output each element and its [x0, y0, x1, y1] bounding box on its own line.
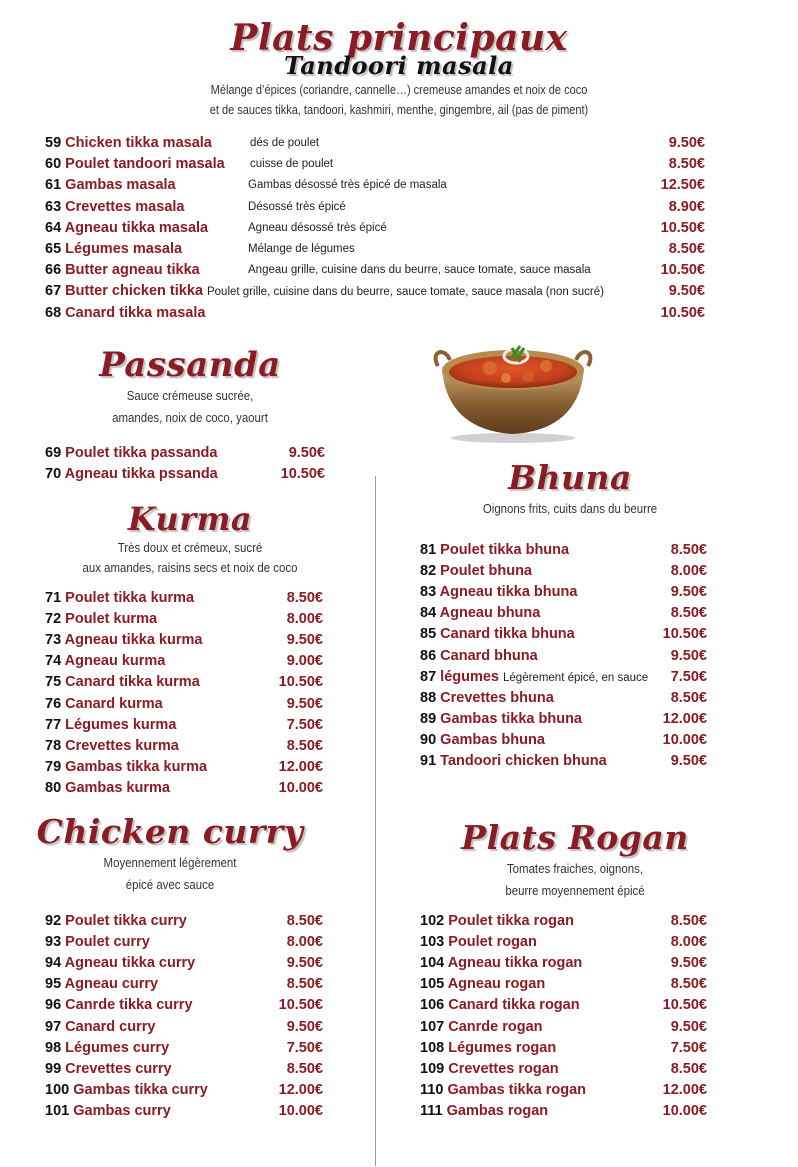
item-price: 8.00€ — [286, 934, 323, 951]
chicken-curry-desc-1: Moyennement légèrement — [103, 855, 237, 870]
menu-item — [45, 260, 705, 281]
menu-item — [420, 995, 707, 1016]
rogan-title: Plats Rogan — [461, 818, 689, 857]
item-description: Gambas désossé très épicé de masala — [248, 179, 447, 192]
menu-item — [420, 751, 707, 772]
item-number: 75 — [45, 674, 62, 691]
item-number: 106 — [420, 997, 445, 1014]
item-name: Poulet rogan — [448, 934, 537, 951]
item-price: 8.50€ — [668, 156, 705, 173]
menu-item — [45, 672, 323, 693]
menu-item — [45, 630, 323, 651]
item-number: 74 — [45, 653, 62, 670]
menu-item — [45, 995, 323, 1016]
menu-item — [45, 757, 323, 778]
header-desc-1: Mélange d’épices (coriandre, cannelle…) cremeuse amandes et noix de coco — [210, 83, 588, 97]
item-number: 69 — [45, 445, 62, 461]
item-name: Canard bhuna — [440, 647, 538, 664]
menu-item — [45, 1038, 323, 1059]
item-price: 12.00€ — [278, 1081, 323, 1098]
menu-item — [45, 609, 323, 630]
menu-item — [45, 218, 705, 239]
item-number: 95 — [45, 976, 62, 993]
item-price: 12.50€ — [660, 177, 705, 194]
item-price: 8.50€ — [286, 590, 323, 606]
item-price: 10.50€ — [278, 674, 323, 691]
item-description: cuisse de poulet — [250, 158, 334, 171]
item-number: 68 — [45, 304, 62, 321]
item-price: 8.50€ — [670, 605, 707, 622]
item-name: Agneau tikka kurma — [64, 632, 203, 649]
chicken-curry-header — [30, 812, 310, 896]
item-name: Agneau bhuna — [439, 605, 541, 622]
item-price: 10.50€ — [280, 466, 325, 483]
item-name: Canrde tikka curry — [65, 997, 193, 1014]
item-number: 63 — [45, 198, 62, 215]
menu-item — [420, 1017, 707, 1038]
item-price: 8.50€ — [670, 913, 707, 929]
item-name: Butter chicken tikka — [65, 283, 203, 300]
menu-item — [45, 1080, 323, 1101]
item-name: Crevettes rogan — [448, 1060, 559, 1077]
rogan-header — [420, 818, 730, 902]
bhuna-desc-1: Oignons frits, cuits dans du beurre — [482, 501, 658, 516]
item-number: 89 — [420, 710, 437, 727]
item-name: Poulet tikka rogan — [448, 913, 574, 929]
menu-item — [420, 709, 707, 730]
item-number: 104 — [420, 955, 445, 972]
item-name: Crevettes kurma — [65, 737, 179, 754]
item-name: Crevettes masala — [65, 198, 185, 215]
item-name: Crevettes curry — [65, 1060, 172, 1077]
item-price: 9.50€ — [670, 753, 707, 769]
item-price: 9.50€ — [286, 955, 323, 972]
item-number: 72 — [45, 611, 62, 628]
header-desc-2: et de sauces tikka, tandoori, kashmiri, menthe, gingembre, ail (pas de piment) — [209, 103, 589, 117]
menu-item — [45, 1059, 323, 1080]
item-number: 105 — [420, 976, 445, 993]
item-price: 9.50€ — [668, 135, 705, 151]
item-name: Agneau rogan — [447, 976, 546, 993]
item-price: 7.50€ — [286, 716, 323, 733]
item-number: 77 — [45, 716, 62, 733]
item-name: Poulet tikka kurma — [65, 590, 195, 606]
item-price: 7.50€ — [286, 1039, 323, 1056]
item-price: 8.90€ — [668, 198, 705, 215]
item-number: 91 — [420, 753, 437, 769]
menu-item — [45, 953, 323, 974]
item-name: Agneau tikka masala — [64, 219, 209, 236]
item-price: 7.50€ — [670, 668, 707, 685]
item-description: Poulet grille, cuisine dans du beurre, sauce tomate, sauce masala (non sucré) — [206, 286, 604, 299]
bhuna-header — [420, 458, 720, 520]
item-price: 10.50€ — [660, 304, 705, 321]
item-name: Gambas tikka rogan — [447, 1081, 587, 1098]
menu-item — [45, 1101, 323, 1122]
menu-item — [420, 624, 707, 645]
item-number: 93 — [45, 934, 62, 951]
menu-item — [420, 582, 707, 603]
item-number: 96 — [45, 997, 62, 1014]
item-number: 70 — [45, 466, 62, 483]
item-name: Tandoori chicken bhuna — [440, 753, 607, 769]
menu-item — [45, 197, 705, 218]
item-price: 9.50€ — [670, 584, 707, 601]
item-price: 8.50€ — [670, 689, 707, 706]
item-price: 8.00€ — [670, 563, 707, 580]
passanda-header — [60, 345, 320, 429]
item-price: 8.50€ — [286, 913, 323, 929]
item-price: 9.50€ — [288, 445, 325, 461]
item-price: 10.00€ — [278, 1102, 323, 1119]
menu-item — [45, 715, 323, 736]
item-name: Canard tikka masala — [65, 304, 206, 321]
main-header — [0, 18, 798, 120]
item-price: 8.50€ — [670, 976, 707, 993]
item-price: 8.50€ — [668, 241, 705, 257]
item-number: 67 — [45, 283, 62, 300]
item-number: 81 — [420, 542, 437, 558]
item-number: 110 — [420, 1081, 444, 1098]
item-price: 9.50€ — [286, 1018, 323, 1035]
item-number: 65 — [45, 241, 62, 257]
chicken-curry-desc-2: épicé avec sauce — [125, 877, 215, 892]
item-price: 9.50€ — [670, 647, 707, 664]
curry-bowl-icon — [428, 330, 598, 445]
item-name: Poulet tikka bhuna — [440, 542, 570, 558]
menu-item — [45, 303, 705, 324]
item-price: 10.00€ — [662, 731, 707, 748]
item-number: 78 — [45, 737, 62, 754]
bhuna-title: Bhuna — [508, 458, 632, 497]
item-name: Canard kurma — [65, 695, 163, 712]
item-price: 10.50€ — [660, 219, 705, 236]
item-price: 10.50€ — [662, 997, 707, 1014]
item-number: 102 — [420, 913, 445, 929]
item-description: Désossé très épicé — [248, 200, 346, 213]
item-description: Mélange de légumes — [248, 243, 355, 255]
item-name: Agneau tikka curry — [64, 955, 196, 972]
item-name: Poulet kurma — [65, 611, 158, 628]
item-number: 103 — [420, 934, 445, 951]
item-name: Poulet bhuna — [440, 563, 533, 580]
page-title: Plats principaux — [230, 17, 568, 59]
menu-item — [45, 778, 323, 799]
item-number: 108 — [420, 1039, 445, 1056]
item-name: Gambas curry — [73, 1102, 171, 1119]
item-price: 9.50€ — [286, 632, 323, 649]
item-name: Agneau tikka rogan — [447, 955, 583, 972]
item-number: 92 — [45, 913, 62, 929]
menu-item — [45, 281, 705, 302]
item-name: Agneau tikka bhuna — [439, 584, 578, 601]
item-number: 83 — [420, 584, 437, 601]
item-description: dés de poulet — [250, 137, 320, 149]
item-number: 100 — [45, 1081, 70, 1098]
item-number: 85 — [420, 626, 437, 643]
item-name: Légumes rogan — [448, 1039, 557, 1056]
item-number: 79 — [45, 758, 62, 775]
menu-item — [420, 688, 707, 709]
menu-item — [45, 736, 323, 757]
page-subtitle: Tandoori masala — [284, 51, 514, 80]
item-name: Légumes kurma — [65, 716, 177, 733]
item-price: 9.00€ — [286, 653, 323, 670]
item-name: Gambas bhuna — [440, 731, 545, 748]
menu-item — [45, 154, 705, 175]
menu-item — [45, 694, 323, 715]
item-number: 107 — [420, 1018, 445, 1035]
kurma-header — [40, 500, 340, 578]
menu-item — [420, 730, 707, 751]
item-name: Canard curry — [65, 1018, 156, 1035]
item-price: 8.50€ — [286, 1060, 323, 1077]
item-name: Crevettes bhuna — [440, 689, 554, 706]
item-price: 10.00€ — [662, 1102, 707, 1119]
menu-item — [45, 588, 323, 609]
item-price: 10.50€ — [278, 997, 323, 1014]
item-name: Poulet curry — [65, 934, 150, 951]
kurma-title: Kurma — [127, 500, 253, 538]
kurma-desc-1: Très doux et crémeux, sucré — [117, 540, 263, 555]
item-price: 8.50€ — [286, 737, 323, 754]
item-price: 12.00€ — [662, 1081, 707, 1098]
item-name: Canard tikka kurma — [65, 674, 200, 691]
rogan-desc-1: Tomates fraiches, oignons, — [506, 861, 644, 876]
menu-item — [420, 932, 707, 953]
item-name: Gambas masala — [65, 177, 176, 194]
item-price: 8.00€ — [670, 934, 707, 951]
item-name: Canrde rogan — [448, 1018, 543, 1035]
item-number: 90 — [420, 731, 437, 748]
item-name: Agneau kurma — [64, 653, 166, 670]
item-description: Angeau grille, cuisine dans du beurre, sauce tomate, sauce masala — [248, 264, 591, 277]
menu-item — [420, 1038, 707, 1059]
item-number: 98 — [45, 1039, 62, 1056]
menu-item — [420, 561, 707, 582]
item-number: 60 — [45, 156, 62, 173]
item-number: 99 — [45, 1060, 62, 1077]
item-name: Canard tikka rogan — [448, 997, 580, 1014]
item-number: 80 — [45, 779, 62, 796]
menu-item — [45, 651, 323, 672]
item-name: Canard tikka bhuna — [440, 626, 575, 643]
item-description: Agneau désossé très épicé — [248, 221, 387, 234]
menu-item — [420, 646, 707, 667]
item-number: 109 — [420, 1060, 445, 1077]
menu-item — [45, 175, 705, 196]
menu-item — [420, 1080, 707, 1101]
item-number: 84 — [420, 605, 437, 622]
item-description: Légèrement épicé, en sauce — [503, 671, 649, 684]
column-divider — [375, 476, 376, 1166]
item-number: 66 — [45, 262, 62, 279]
item-price: 8.50€ — [670, 542, 707, 558]
item-name: Gambas tikka kurma — [65, 758, 208, 775]
chicken-curry-title: Chicken curry — [36, 812, 304, 851]
menu-item — [420, 974, 707, 995]
menu-item — [420, 953, 707, 974]
item-number: 71 — [45, 590, 62, 606]
item-price: 10.50€ — [660, 262, 705, 279]
menu-item — [45, 1017, 323, 1038]
item-number: 73 — [45, 632, 62, 649]
passanda-desc-2: amandes, noix de coco, yaourt — [112, 410, 268, 425]
item-number: 64 — [45, 219, 62, 236]
item-price: 7.50€ — [670, 1039, 707, 1056]
item-name: Poulet tandoori masala — [65, 156, 225, 173]
menu-item — [420, 603, 707, 624]
menu-item — [45, 974, 323, 995]
item-price: 9.50€ — [668, 283, 705, 300]
item-number: 97 — [45, 1018, 62, 1035]
item-price: 8.00€ — [286, 611, 323, 628]
item-name: Gambas tikka curry — [73, 1081, 208, 1098]
menu-item — [45, 443, 325, 464]
item-number: 87 — [420, 668, 437, 685]
menu-item — [420, 667, 707, 688]
item-name: Butter agneau tikka — [65, 262, 200, 279]
menu-item — [420, 1101, 707, 1122]
item-price: 9.50€ — [670, 1018, 707, 1035]
item-name: Gambas rogan — [446, 1102, 549, 1119]
item-price: 9.50€ — [286, 695, 323, 712]
menu-item — [45, 932, 323, 953]
item-price: 9.50€ — [670, 955, 707, 972]
item-number: 76 — [45, 695, 62, 712]
kurma-desc-2: aux amandes, raisins secs et noix de coco — [82, 560, 298, 575]
item-name: Agneau tikka pssanda — [64, 466, 218, 483]
menu-item — [45, 239, 705, 260]
item-name: légumes — [440, 668, 500, 685]
item-name: Gambas tikka bhuna — [440, 710, 582, 727]
item-name: Légumes curry — [65, 1039, 170, 1056]
item-number: 111 — [420, 1102, 443, 1119]
item-number: 61 — [45, 177, 62, 194]
item-number: 86 — [420, 647, 437, 664]
menu-item — [420, 540, 707, 561]
item-name: Agneau curry — [64, 976, 159, 993]
item-number: 94 — [45, 955, 62, 972]
item-price: 12.00€ — [278, 758, 323, 775]
item-number: 101 — [45, 1102, 70, 1119]
item-price: 10.50€ — [662, 626, 707, 643]
rogan-desc-2: beurre moyennement épicé — [505, 883, 645, 898]
menu-item — [45, 911, 323, 932]
item-name: Chicken tikka masala — [65, 135, 212, 151]
passanda-desc-1: Sauce crémeuse sucrée, — [126, 388, 254, 403]
menu-item — [45, 464, 325, 485]
item-number: 82 — [420, 563, 437, 580]
menu-item — [45, 133, 705, 154]
item-name: Poulet tikka curry — [65, 913, 187, 929]
menu-item — [420, 1059, 707, 1080]
passanda-title: Passanda — [99, 345, 281, 385]
item-name: Gambas kurma — [65, 779, 170, 796]
menu-item — [420, 911, 707, 932]
item-price: 8.50€ — [670, 1060, 707, 1077]
item-price: 12.00€ — [662, 710, 707, 727]
item-name: Poulet tikka passanda — [65, 445, 218, 461]
item-price: 10.00€ — [278, 779, 323, 796]
item-number: 88 — [420, 689, 437, 706]
item-number: 59 — [45, 135, 62, 151]
item-price: 8.50€ — [286, 976, 323, 993]
item-name: Légumes masala — [65, 241, 183, 257]
